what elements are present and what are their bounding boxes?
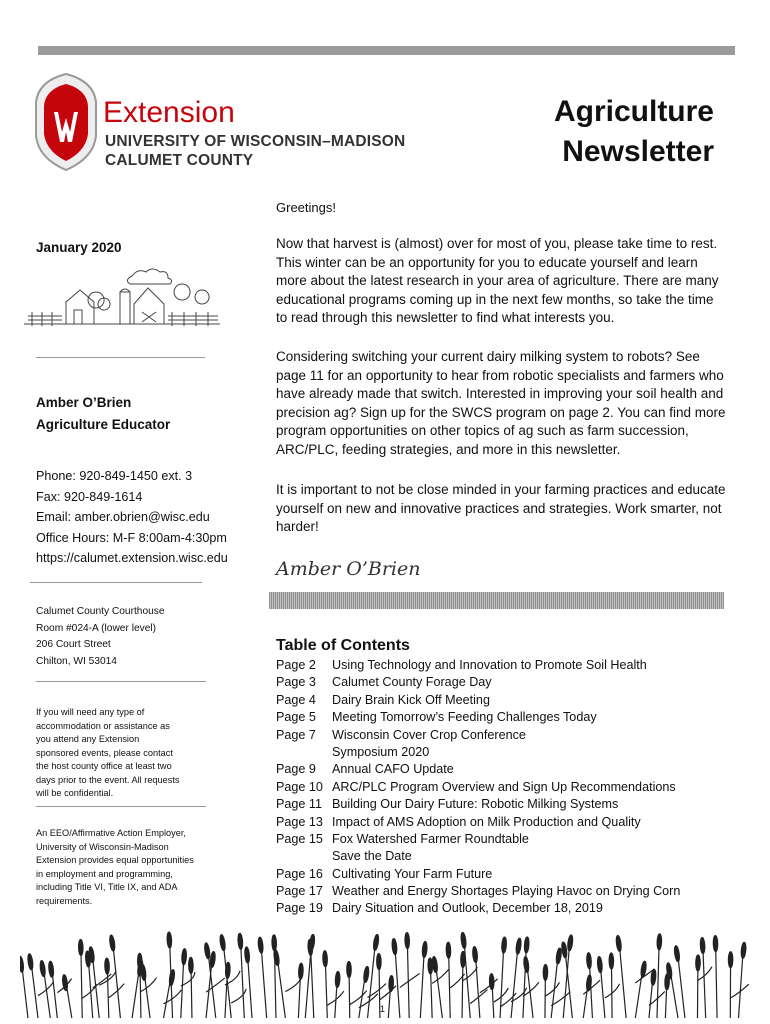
notice-line: the host county office at least two <box>36 761 172 771</box>
address-line: Chilton, WI 53014 <box>36 655 117 667</box>
toc-text: ARC/PLC Program Overview and Sign Up Recommendations <box>332 779 676 794</box>
wheat-head <box>556 948 562 964</box>
wheat-head <box>27 954 33 970</box>
wheat-leaf <box>400 973 420 987</box>
toc-entry[interactable] <box>276 727 680 744</box>
wheat-head <box>567 935 573 951</box>
wheat-head <box>524 937 529 953</box>
table-of-contents <box>276 657 680 918</box>
toc-page: Page 7 <box>276 727 316 742</box>
toc-entry-continued <box>276 744 680 761</box>
accommodation-notice <box>36 706 211 801</box>
toc-text: Building Our Dairy Future: Robotic Milking Systems <box>332 797 619 812</box>
toc-page: Page 9 <box>276 762 316 777</box>
wheat-head <box>674 945 681 961</box>
wheat-head <box>696 955 701 971</box>
toc-text: Save the Date <box>332 849 412 864</box>
wheat-head <box>597 956 603 972</box>
eeo-line: requirements. <box>36 895 93 906</box>
toc-page: Page 2 <box>276 658 316 672</box>
intro-paragraph: Now that harvest is (almost) over for most of you, please take time to rest. This winter can be an opportunity for you to educate yourself and learn more about the latest research in your area of agriculture. There are many educational programs coming up in the next few months, so take the time to read through this newsletter to find what interests you. <box>276 236 719 325</box>
toc-text: Fox Watershed Farmer Roundtable <box>332 831 529 846</box>
wheat-head <box>609 953 614 969</box>
toc-entry[interactable] <box>276 692 680 709</box>
wheat-head <box>272 935 277 951</box>
wheat-head <box>273 949 280 965</box>
wheat-head <box>741 942 747 958</box>
address-line: Calumet County Courthouse <box>36 606 165 617</box>
toc-page: Page 3 <box>276 675 316 690</box>
extension-wordmark: Extension <box>103 96 235 129</box>
wheat-leaf <box>285 978 301 992</box>
wheat-head <box>78 939 83 955</box>
county-name: CALUMET COUNTY <box>105 152 254 169</box>
wheat-leaf <box>350 991 367 1005</box>
toc-text: Dairy Situation and Outlook, December 18, 2019 <box>332 901 603 916</box>
toc-text: Using Technology and Innovation to Promote Soil Health <box>332 658 647 672</box>
wheat-head <box>169 969 176 985</box>
wheat-head <box>657 934 662 950</box>
eeo-line: including Title VI, Title IX, and ADA <box>36 882 178 892</box>
wheat-head <box>700 938 705 954</box>
email-link[interactable]: Email: amber.obrien@wisc.edu <box>36 510 210 524</box>
toc-page: Page 11 <box>276 797 322 812</box>
sidebar-divider-2 <box>30 582 202 583</box>
toc-page: Page 15 <box>276 831 323 846</box>
wheat-head <box>392 938 398 954</box>
eeo-line: University of Wisconsin-Madison <box>36 841 169 852</box>
educator-title: Agriculture Educator <box>36 417 171 432</box>
page-number: 1 <box>380 1004 386 1014</box>
signature: Amber O’Brien <box>276 558 421 580</box>
toc-entry[interactable] <box>276 883 680 900</box>
title-line-1: Agriculture <box>553 95 714 128</box>
eeo-line: in employment and programming, <box>36 868 173 879</box>
wheat-head <box>210 951 216 967</box>
wheat-head <box>109 935 116 951</box>
toc-text: Annual CAFO Update <box>332 762 454 777</box>
wheat-head <box>298 963 303 979</box>
toc-entry[interactable] <box>276 674 680 691</box>
wheat-leaf <box>545 982 560 996</box>
contact-info <box>36 466 228 569</box>
sidebar-divider-4 <box>36 806 206 807</box>
wheat-head <box>713 936 718 952</box>
wheat-leaf <box>480 979 498 993</box>
newsletter-title <box>520 92 714 172</box>
toc-page: Page 13 <box>276 814 323 829</box>
toc-entry[interactable] <box>276 831 680 848</box>
wheat-head <box>543 964 548 980</box>
address-line: 206 Court Street <box>36 639 111 650</box>
wheat-head <box>181 949 186 965</box>
website-link[interactable]: https://calumet.extension.wisc.edu <box>36 551 228 565</box>
wheat-head <box>501 937 507 953</box>
eeo-statement <box>36 827 211 908</box>
wheat-head <box>422 941 428 957</box>
closing-paragraph: It is important to not be close minded in your farming practices and educate yourself on new and innovative practices and strategies. Work smarter, not harder! <box>276 482 726 534</box>
toc-text: Symposium 2020 <box>332 744 430 759</box>
toc-page: Page 10 <box>276 779 323 794</box>
fax: Fax: 920-849-1614 <box>36 489 143 504</box>
wheat-head <box>219 934 226 950</box>
wheat-head <box>615 935 621 951</box>
robotics-paragraph: Considering switching your current dairy milking system to robots? See page 11 for an opportunity to hear from robotic specialists and farmers who have already made that switch. Interested in improving your soil health and precision ag? Sign up for the SWCS program on page 2. You can find more program opportunities on other topics of ag such as farm succession, ARC/PLC, feeding strategies, and more in this newsletter. <box>276 349 726 457</box>
toc-page: Page 5 <box>276 710 316 725</box>
wheat-head <box>335 971 340 987</box>
wheat-head <box>258 937 264 953</box>
toc-text: Dairy Brain Kick Off Meeting <box>332 692 490 707</box>
wheat-head <box>140 964 146 980</box>
toc-page <box>276 744 332 761</box>
wheat-head <box>347 961 352 977</box>
wheat-head <box>446 942 451 958</box>
wheat-head <box>238 933 243 949</box>
wheat-head <box>489 974 494 990</box>
toc-text: Cultivating Your Farm Future <box>332 866 493 881</box>
wheat-head <box>308 939 313 955</box>
toc-text: Calumet County Forage Day <box>332 675 492 690</box>
wheat-head <box>472 946 478 962</box>
toc-entry[interactable] <box>276 796 680 813</box>
wheat-field-illustration <box>20 918 750 1018</box>
toc-entry-continued <box>276 848 680 865</box>
wheat-head <box>167 932 172 948</box>
wheat-head <box>189 957 194 973</box>
toc-page: Page 19 <box>276 901 323 916</box>
toc-text: Weather and Energy Shortages Playing Havoc on Drying Corn <box>332 884 681 899</box>
wheat-head <box>586 953 591 969</box>
toc-page: Page 16 <box>276 866 323 881</box>
phone: Phone: 920-849-1450 ext. 3 <box>36 469 193 483</box>
toc-heading: Table of Contents <box>276 637 410 654</box>
farm-illustration <box>22 258 222 338</box>
top-rule <box>38 46 735 55</box>
greeting: Greetings! <box>276 200 336 215</box>
toc-page: Page 4 <box>276 692 316 707</box>
university-name: UNIVERSITY OF WISCONSIN–MADISON <box>105 133 406 150</box>
notice-line: If you will need any type of <box>36 707 145 717</box>
sidebar-divider-3 <box>36 681 206 682</box>
toc-entry[interactable] <box>276 709 680 726</box>
wheat-head <box>323 951 328 967</box>
toc-entry[interactable] <box>276 779 680 796</box>
educator-name: Amber O’Brien <box>36 395 132 410</box>
eeo-line: An EEO/Affirmative Action Employer, <box>36 828 186 838</box>
toc-entry[interactable] <box>276 900 680 917</box>
wheat-leaf <box>109 984 124 998</box>
wheat-head <box>105 958 110 974</box>
uw-crest-logo <box>30 72 102 172</box>
address-line: Room #024-A (lower level) <box>36 622 157 634</box>
wheat-head <box>405 933 410 949</box>
sidebar-divider-1 <box>36 357 205 358</box>
notice-line: will be confidential. <box>36 788 114 798</box>
issue-date: January 2020 <box>36 240 122 255</box>
wheat-head <box>363 966 369 982</box>
eeo-line: Extension provides equal opportunities <box>36 855 194 865</box>
toc-entry[interactable] <box>276 657 680 674</box>
wheat-head <box>389 975 394 991</box>
toc-entry[interactable] <box>276 761 680 778</box>
notice-line: days prior to the event. All requests <box>36 774 180 785</box>
toc-entry[interactable] <box>276 814 680 831</box>
toc-text: Wisconsin Cover Crop Conference <box>332 727 526 742</box>
wheat-head <box>561 942 568 958</box>
toc-text: Impact of AMS Adoption on Milk Production and Quality <box>332 814 641 829</box>
address <box>36 604 165 670</box>
toc-page <box>276 848 332 865</box>
wheat-head <box>244 947 250 963</box>
wheat-head <box>515 938 521 954</box>
wheat-head <box>204 943 211 959</box>
section-separator-bar <box>269 592 724 609</box>
wheat-head <box>20 956 24 972</box>
wheat-head <box>728 952 732 968</box>
wheat-head <box>377 954 382 970</box>
wheat-head <box>39 960 45 976</box>
office-hours: Office Hours: M-F 8:00am-4:30pm <box>36 530 227 545</box>
toc-page: Page 17 <box>276 884 323 899</box>
educator-block <box>36 392 170 436</box>
wheat-head <box>373 934 380 950</box>
wheat-head <box>523 956 529 972</box>
title-line-2: Newsletter <box>562 135 714 168</box>
wheat-leaf <box>206 978 225 992</box>
wheat-head <box>460 932 466 948</box>
notice-line: you attend any Extension <box>36 734 140 744</box>
notice-line: sponsored events, please contact <box>36 747 173 758</box>
toc-entry[interactable] <box>276 866 680 883</box>
toc-text: Meeting Tomorrow’s Feeding Challenges Today <box>332 710 597 725</box>
notice-line: accommodation or assistance as <box>36 720 170 731</box>
wheat-head <box>48 961 54 977</box>
